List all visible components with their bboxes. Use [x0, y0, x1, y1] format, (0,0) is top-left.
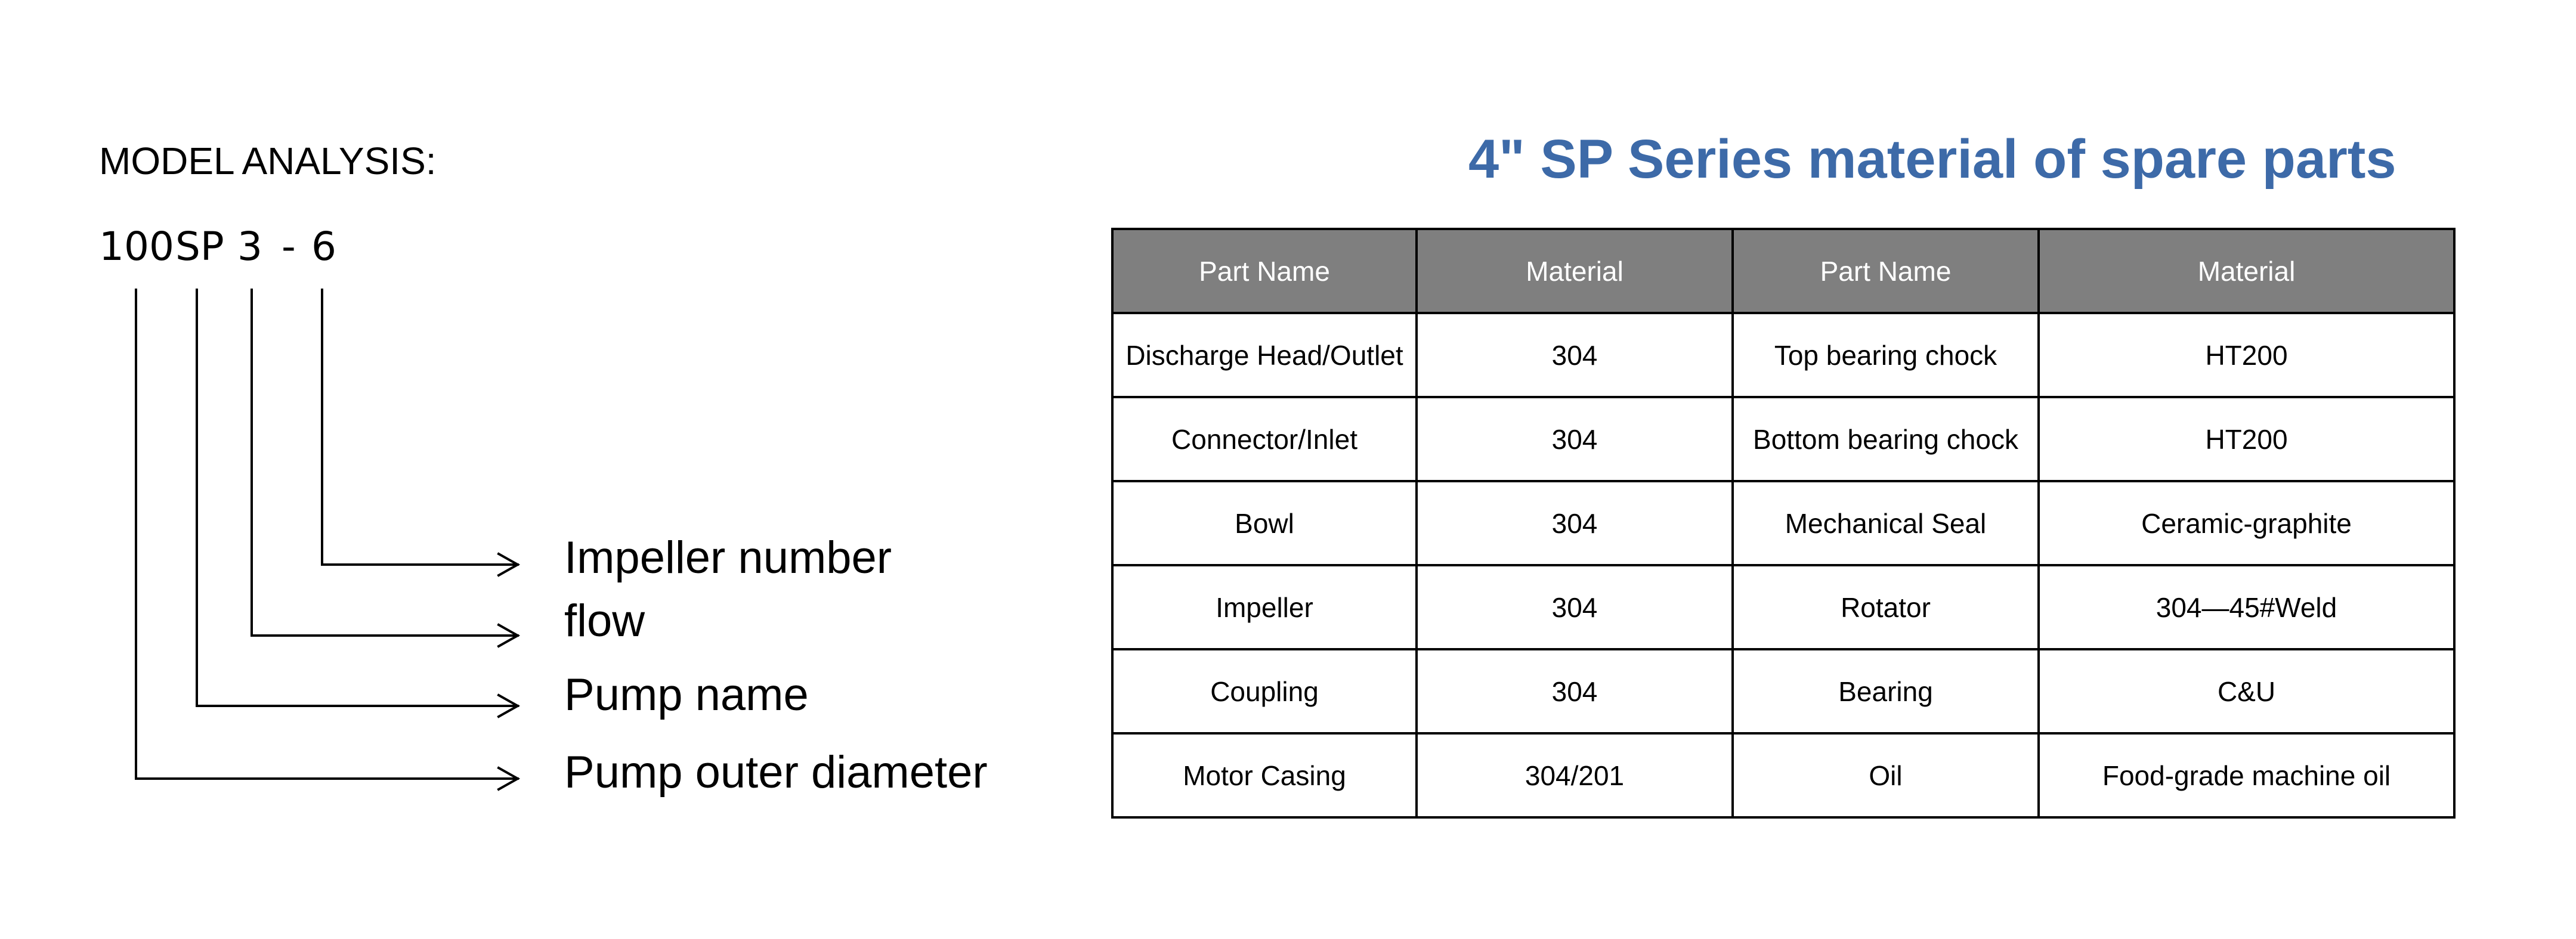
- flow-leader-line: [252, 290, 518, 636]
- table-cell: Motor Casing: [1112, 733, 1417, 817]
- pump-outer-diameter-label: Pump outer diameter: [564, 747, 988, 798]
- table-cell: 304: [1417, 481, 1733, 565]
- table-cell: 304—45#Weld: [2039, 565, 2454, 649]
- table-header-row: [1112, 229, 2454, 313]
- table-cell: Coupling: [1112, 649, 1417, 733]
- flow-label: flow: [564, 596, 645, 646]
- table-cell: Ceramic-graphite: [2039, 481, 2454, 565]
- name-leader-line: [197, 290, 518, 706]
- table-cell: 304/201: [1417, 733, 1733, 817]
- table-cell: 304: [1417, 397, 1733, 481]
- spare-parts-table: [1111, 228, 2456, 819]
- model-analysis-heading: MODEL ANALYSIS:: [99, 140, 437, 182]
- table-row: [1112, 733, 2454, 817]
- header-material-2: Material: [2039, 229, 2454, 313]
- table-cell: Connector/Inlet: [1112, 397, 1417, 481]
- table-row: [1112, 313, 2454, 397]
- table-row: [1112, 649, 2454, 733]
- table-cell: Rotator: [1733, 565, 2039, 649]
- table-cell: 304: [1417, 565, 1733, 649]
- spare-parts-title: 4" SP Series material of spare parts: [1468, 129, 2396, 190]
- model-code-dash: -: [282, 224, 296, 269]
- model-code-name: SP: [175, 224, 224, 269]
- table-row: [1112, 481, 2454, 565]
- table-cell: C&U: [2039, 649, 2454, 733]
- table-cell: 304: [1417, 649, 1733, 733]
- table-cell: Oil: [1733, 733, 2039, 817]
- table-cell: Bottom bearing chock: [1733, 397, 2039, 481]
- header-part-name: Part Name: [1112, 229, 1417, 313]
- table-cell: Food-grade machine oil: [2039, 733, 2454, 817]
- table-cell: Bowl: [1112, 481, 1417, 565]
- model-code-impellers: 6: [311, 224, 336, 269]
- table-cell: Top bearing chock: [1733, 313, 2039, 397]
- table-cell: 304: [1417, 313, 1733, 397]
- table-row: [1112, 397, 2454, 481]
- pump-name-label: Pump name: [564, 670, 809, 720]
- table-cell: Discharge Head/Outlet: [1112, 313, 1417, 397]
- table-cell: HT200: [2039, 397, 2454, 481]
- table-cell: Mechanical Seal: [1733, 481, 2039, 565]
- impeller-leader-line: [322, 290, 518, 565]
- header-part-name-2: Part Name: [1733, 229, 2039, 313]
- table-row: [1112, 565, 2454, 649]
- table-cell: HT200: [2039, 313, 2454, 397]
- table-cell: Bearing: [1733, 649, 2039, 733]
- header-material: Material: [1417, 229, 1733, 313]
- model-code-diameter: 100: [99, 224, 174, 269]
- table-cell: Impeller: [1112, 565, 1417, 649]
- impeller-number-label: Impeller number: [564, 532, 892, 583]
- model-code-flow: 3: [237, 224, 262, 269]
